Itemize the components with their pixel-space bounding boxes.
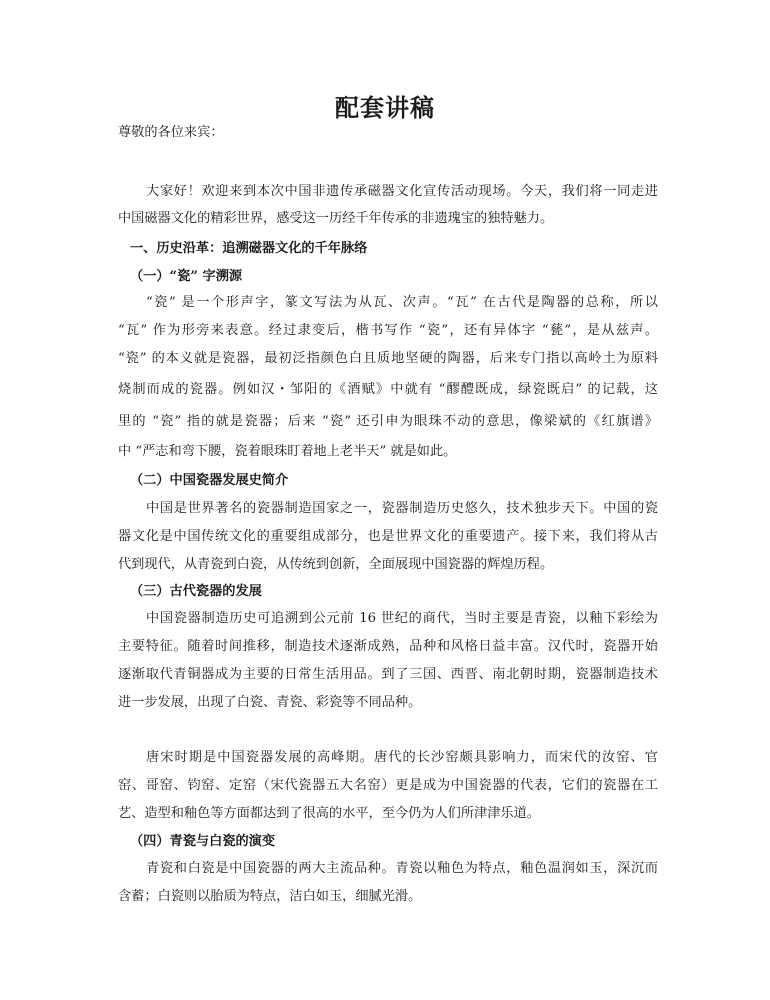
paragraph-line: 里的 “瓷” 指的就是瓷器；后来 “瓷” 还引申为眼珠不动的意思，像梁斌的《红旗谱》 [118,414,658,429]
paragraph-line: 逐渐取代青铜器成为主要的日常生活用品。到了三国、西晋、南北朝时期，瓷器制造技术 [118,667,658,682]
salutation: 尊敬的各位来宾： [118,125,224,140]
page-title: 配套讲稿 [335,93,435,122]
paragraph-line: 中国是世界著名的瓷器制造国家之一，瓷器制造历史悠久，技术独步天下。中国的瓷 [146,501,658,516]
subsection-heading: （一）“瓷” 字溯源 [130,269,243,284]
paragraph-line: 中 “严志和弯下腰，瓷着眼珠盯着地上老半天” 就是如此。 [118,444,457,459]
paragraph-line: 艺、造型和釉色等方面都达到了很高的水平，至今仍为人们所津津乐道。 [118,806,540,821]
paragraph-line: 窑、哥窑、钧窑、定窑（宋代瓷器五大名窑）更是成为中国瓷器的代表，它们的瓷器在工 [118,778,658,793]
paragraph-line: 主要特征。随着时间推移，制造技术逐渐成熟，品种和风格日益丰富。汉代时，瓷器开始 [118,639,658,654]
paragraph-line: “瓦” 作为形旁来表意。经过隶变后，楷书写作 “瓷”，还有异体字 “甆”，是从兹声。 [118,323,658,338]
paragraph-line: 唐宋时期是中国瓷器发展的高峰期。唐代的长沙窑颇具影响力，而宋代的汝窑、官 [146,750,658,765]
intro-line: 中国磁器文化的精彩世界，感受这一历经千年传承的非遗瑰宝的独特魅力。 [118,211,554,226]
paragraph-line: 进一步发展，出现了白瓷、青瓷、彩瓷等不同品种。 [118,695,422,710]
paragraph-line: “瓷” 的本义就是瓷器，最初泛指颜色白且质地坚硬的陶器，后来专门指以高岭土为原料 [118,351,658,366]
subsection-heading: （四）青瓷与白瓷的演变 [130,834,276,849]
subsection-heading: （三）古代瓷器的发展 [130,584,262,599]
paragraph-line: 烧制而成的瓷器。例如汉・邹阳的《酒赋》中就有 “醪醴既成，绿瓷既启” 的记载，这 [118,382,658,397]
intro-line: 大家好！欢迎来到本次中国非遗传承磁器文化宣传活动现场。今天，我们将一同走进 [146,184,658,199]
paragraph-line: 器文化是中国传统文化的重要组成部分，也是世界文化的重要遗产。接下来，我们将从古 [118,529,658,544]
paragraph-line: “瓷” 是一个形声字，篆文写法为从瓦、次声。“瓦” 在古代是陶器的总称，所以 [146,295,658,310]
paragraph-line: 中国瓷器制造历史可追溯到公元前 16 世纪的商代，当时主要是青瓷，以釉下彩绘为 [146,611,658,626]
paragraph-line: 含蓄；白瓷则以胎质为特点，洁白如玉，细腻光滑。 [118,889,422,904]
section-heading: 一、历史沿革：追溯磁器文化的千年脉络 [130,241,368,256]
paragraph-line: 青瓷和白瓷是中国瓷器的两大主流品种。青瓷以釉色为特点，釉色温润如玉，深沉而 [146,861,658,876]
paragraph-line: 代到现代，从青瓷到白瓷，从传统到创新，全面展现中国瓷器的辉煌历程。 [118,557,554,572]
subsection-heading: （二）中国瓷器发展史简介 [130,473,289,488]
